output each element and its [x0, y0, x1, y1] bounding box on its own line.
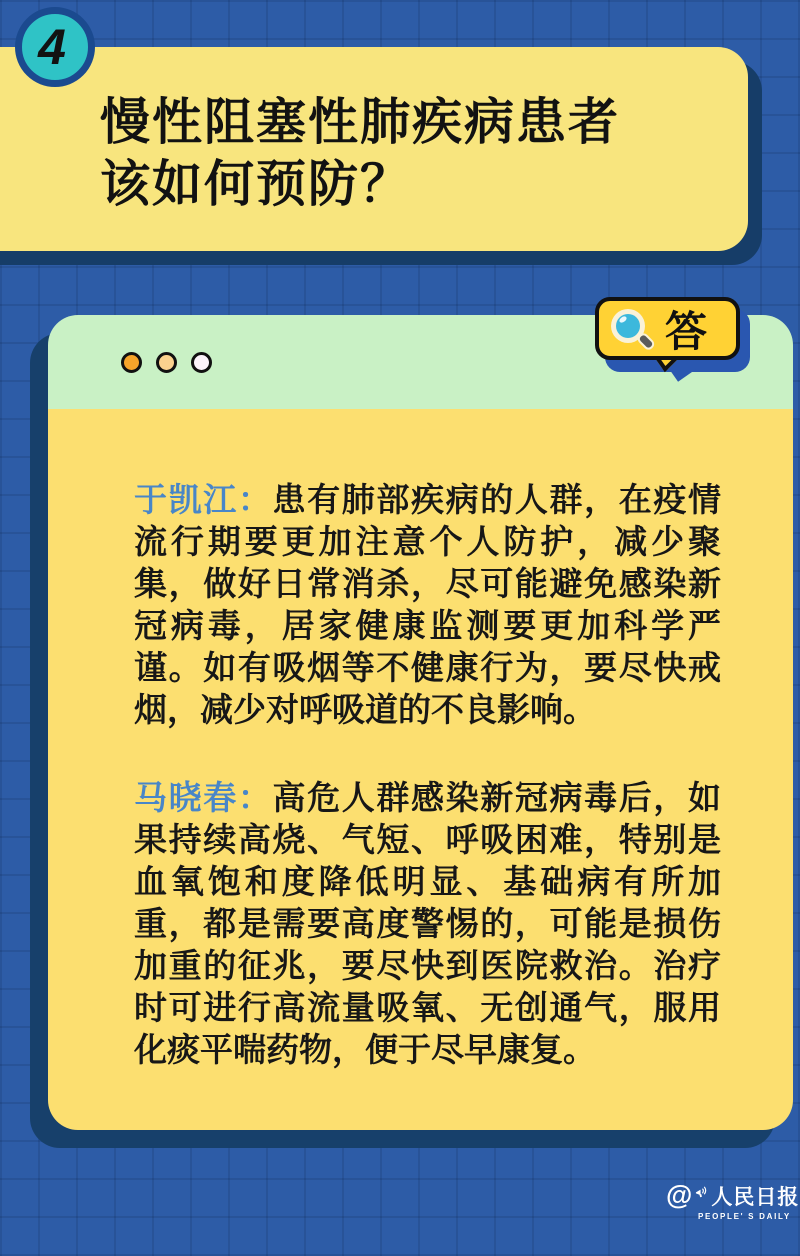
answer-tag-label: 答 [665, 307, 708, 355]
answer-card [48, 315, 793, 1130]
speaker-name-1: 于凯江： [134, 481, 273, 518]
section-number: 4 [38, 19, 66, 75]
speaker-name-2: 马晓春： [134, 779, 273, 816]
answer-tag-bubble [595, 297, 740, 360]
page-title-line2: 该如何预防？ [100, 156, 412, 212]
window-dot-2 [156, 352, 177, 373]
magnifier-icon [611, 309, 651, 349]
paragraph-expert-2 [134, 777, 721, 1071]
answer-tag [595, 297, 765, 392]
page-title [100, 91, 748, 215]
page-title-line1: 慢性阻塞性肺疾病患者 [100, 94, 620, 150]
logo-english-text: PEOPLE' S DAILY [698, 1212, 791, 1221]
paragraph-text-2: 高危人群感染新冠病毒后，如果持续高烧、气短、呼吸困难，特别是血氧饱和度降低明显、基础病有所加重，都是需要高度警惕的，可能是损伤加重的征兆，要尽快到医院救治。治疗时可进行高流量吸氧、无创通气，服用化痰平喘药物，便于尽早康复。 [134, 779, 721, 1068]
window-dot-1 [121, 352, 142, 373]
paragraph-text-1: 患有肺部疾病的人群，在疫情流行期要更加注意个人防护，减少聚集，做好日常消杀，尽可能避免感染新冠病毒，居家健康监测要更加科学严谨。如有吸烟等不健康行为，要尽快戒烟，减少对呼吸道的不良影响。 [134, 481, 721, 728]
megaphone-icon [695, 1184, 708, 1198]
section-number-badge [15, 7, 95, 87]
header-banner [0, 47, 748, 251]
paragraph-expert-1 [134, 479, 721, 731]
at-mark: @ [666, 1180, 693, 1210]
logo-chinese-text: 人民日报 [711, 1185, 800, 1209]
card-body [48, 409, 793, 1130]
window-dot-3 [191, 352, 212, 373]
peoples-daily-logo [666, 1180, 799, 1221]
